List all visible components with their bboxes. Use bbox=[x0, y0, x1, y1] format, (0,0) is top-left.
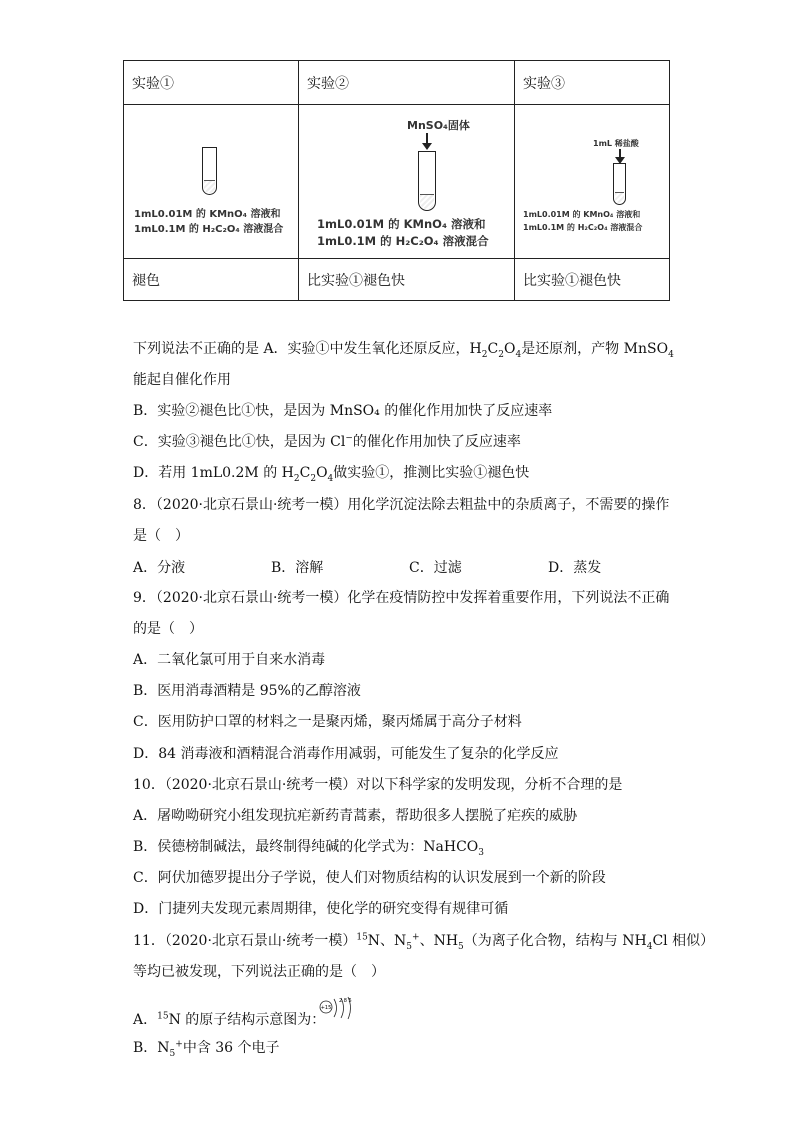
figure-caption: 1mL0.1M 的 H₂C₂O₄ 溶液混合 bbox=[523, 223, 643, 232]
q7-stem: 下列说法不正确的是 A．实验①中发生氧化还原反应，$H_2C_2O_4$是还原剂，产物 MnSO$_4$ bbox=[133, 341, 674, 360]
figure-caption: 1mL0.1M 的 H₂C₂O₄ 溶液混合 bbox=[134, 224, 284, 235]
header-exp3: 实验③ bbox=[515, 61, 670, 105]
q9-option-b: B．医用消毒酒精是 95%的乙醇溶液 bbox=[133, 683, 361, 699]
result-exp1: 褪色 bbox=[124, 259, 299, 301]
result-exp2: 比实验①褪色快 bbox=[299, 259, 515, 301]
test-tube-icon bbox=[613, 163, 626, 205]
q9-option-a: A．二氧化氯可用于自来水消毒 bbox=[133, 652, 326, 668]
test-tube-icon bbox=[418, 151, 436, 211]
q10-option-b: B．侯德榜制碱法，最终制得纯碱的化学式为：NaHCO$_3$ bbox=[133, 839, 485, 858]
q7-option-c: C．实验③褪色比①快，是因为 Cl−的催化作用加快了反应速率 bbox=[133, 433, 521, 450]
q8-option-d: D．蒸发 bbox=[548, 560, 602, 576]
figure-label: 1mL 稀盐酸 bbox=[593, 139, 639, 148]
q9-option-d: D．84 消毒液和酒精混合消毒作用减弱，可能发生了复杂的化学反应 bbox=[133, 746, 559, 762]
q7-option-b: B．实验②褪色比①快，是因为 MnSO₄ 的催化作用加快了反应速率 bbox=[133, 403, 553, 419]
electron-shell bbox=[334, 999, 337, 1017]
q11-stem: 11．（2020·北京石景山·统考一模）$^{15}$N、$N_5^+$、$NH_5$（为离子化合物，结构与 $NH_4Cl$ 相似） bbox=[133, 932, 715, 952]
q8-stem-line2: 是（ ） bbox=[133, 528, 189, 544]
q10-option-c: C．阿伏加德罗提出分子学说，使人们对物质结构的认识发展到一个新的阶段 bbox=[133, 870, 606, 886]
figure-exp3 bbox=[515, 105, 670, 259]
test-tube-icon bbox=[202, 147, 217, 195]
q7-stem-line2: 能起自催化作用 bbox=[133, 372, 231, 388]
q11-stem-line2: 等均已被发现，下列说法正确的是（ ） bbox=[133, 964, 385, 980]
shell-electrons: 2 8 5 bbox=[339, 998, 352, 1004]
q11-option-a: A．$^{15}$N 的原子结构示意图为： bbox=[133, 1011, 326, 1028]
nucleus-charge: +15 bbox=[320, 1005, 332, 1011]
figure-caption: 1mL0.01M 的 KMnO₄ 溶液和 bbox=[317, 217, 486, 231]
result-exp3: 比实验①褪色快 bbox=[515, 259, 670, 301]
q9-stem-line2: 的是（ ） bbox=[133, 621, 203, 637]
figure-caption: 1mL0.01M 的 KMnO₄ 溶液和 bbox=[523, 210, 641, 219]
q9-stem: 9．（2020·北京石景山·统考一模）化学在疫情防控中发挥着重要作用，下列说法不正确 bbox=[133, 590, 670, 606]
figure-exp1 bbox=[124, 105, 299, 259]
figure-caption: 1mL0.01M 的 KMnO₄ 溶液和 bbox=[134, 209, 281, 220]
q8-option-b: B．溶解 bbox=[271, 560, 324, 576]
q10-option-a: A．屠呦呦研究小组发现抗疟新药青蒿素，帮助很多人摆脱了疟疾的威胁 bbox=[133, 808, 578, 824]
q9-option-c: C．医用防护口罩的材料之一是聚丙烯，聚丙烯属于高分子材料 bbox=[133, 714, 522, 730]
header-exp1: 实验① bbox=[124, 61, 299, 105]
header-exp2: 实验② bbox=[299, 61, 515, 105]
q10-stem: 10．（2020·北京石景山·统考一模）对以下科学家的发明发现，分析不合理的是 bbox=[133, 777, 623, 793]
q11-option-b: B．$N_5^+$中含 36 个电子 bbox=[133, 1039, 280, 1059]
q8-stem: 8．（2020·北京石景山·统考一模）用化学沉淀法除去粗盐中的杂质离子，不需要的操作 bbox=[133, 497, 670, 513]
experiment-table bbox=[123, 60, 670, 301]
figure-exp2 bbox=[299, 105, 515, 259]
atom-structure-diagram bbox=[318, 995, 364, 1025]
figure-caption: 1mL0.1M 的 H₂C₂O₄ 溶液混合 bbox=[317, 234, 489, 248]
q7-option-d: D．若用 1mL0.2M 的 $H_2C_2O_4$做实验①，推测比实验①褪色快 bbox=[133, 465, 530, 484]
q8-option-c: C．过滤 bbox=[409, 560, 462, 576]
figure-label: MnSO₄固体 bbox=[407, 119, 470, 132]
q8-option-a: A．分液 bbox=[133, 560, 186, 576]
q10-option-d: D．门捷列夫发现元素周期律，使化学的研究变得有规律可循 bbox=[133, 901, 509, 917]
